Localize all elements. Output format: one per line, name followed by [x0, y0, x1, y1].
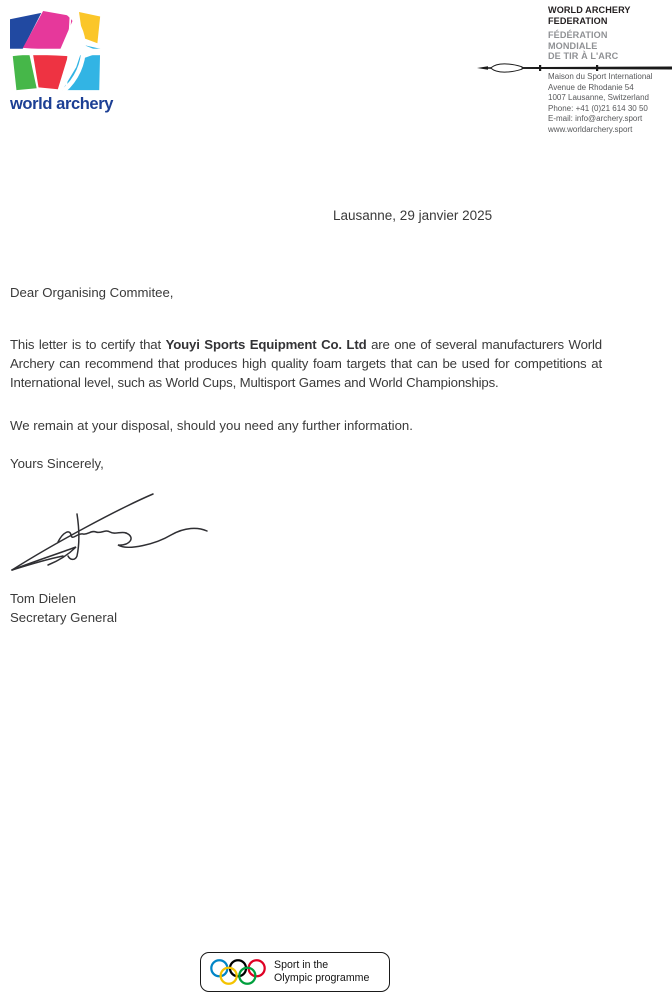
- olympic-programme-label-line2: Olympic programme: [274, 972, 370, 984]
- arrow-fletching: [491, 64, 522, 72]
- certify-prefix: This letter is to certify that: [10, 337, 166, 353]
- olympic-programme-label: [274, 959, 369, 985]
- olympic-rings-icon: [210, 958, 266, 986]
- signer-name: Tom Dielen: [10, 591, 76, 606]
- address-line: 1007 Lausanne, Switzerland: [548, 93, 649, 103]
- org-name-fr-line: FÉDÉRATION: [548, 30, 608, 42]
- org-name-fr-line: MONDIALE: [548, 40, 598, 52]
- address-line-phone: Phone: +41 (0)21 614 30 50: [548, 103, 648, 113]
- arrow-band: [596, 65, 598, 71]
- disposal-paragraph: We remain at your disposal, should you need any further information.: [10, 418, 413, 433]
- certification-paragraph: [10, 335, 602, 392]
- address-line: Maison du Sport International: [548, 72, 653, 81]
- org-name-line: WORLD ARCHERY: [548, 5, 631, 16]
- logo-red-shape: [33, 54, 68, 89]
- olympic-programme-label-line1: Sport in the: [274, 959, 329, 971]
- arrow-band: [539, 65, 541, 71]
- world-archery-logo-icon: [10, 10, 102, 93]
- address-line-website: www.worldarchery.sport: [548, 124, 633, 134]
- logo-green-shape: [13, 54, 37, 90]
- address-line-email: E-mail: info@archery.sport: [548, 114, 643, 124]
- signature-scribble: [8, 487, 213, 577]
- signer-block: [10, 589, 117, 627]
- org-name-block: [548, 6, 666, 63]
- signer-title: Secretary General: [10, 610, 118, 625]
- closing-line: Yours Sincerely,: [10, 456, 104, 471]
- logo-wordmark: world archery: [10, 95, 114, 113]
- salutation: Dear Organising Commitee,: [10, 285, 174, 300]
- date-line: Lausanne, 29 janvier 2025: [333, 208, 493, 223]
- olympic-programme-badge: [200, 952, 390, 992]
- certify-suffix: are one of several manufacturers World Archery can recommend that produces high quality foam targets that can be used for competitions at International level, such as World Cups, Multisport Games and World Championships.: [10, 337, 602, 391]
- org-name-line: FEDERATION: [548, 15, 608, 27]
- address-line: Avenue de Rhodanie 54: [548, 82, 634, 92]
- address-block: [548, 72, 653, 136]
- company-name: Youyi Sports Equipment Co. Ltd: [165, 337, 367, 353]
- world-archery-logo: [10, 10, 114, 114]
- org-name-fr-line: DE TIR À L'ARC: [548, 51, 619, 63]
